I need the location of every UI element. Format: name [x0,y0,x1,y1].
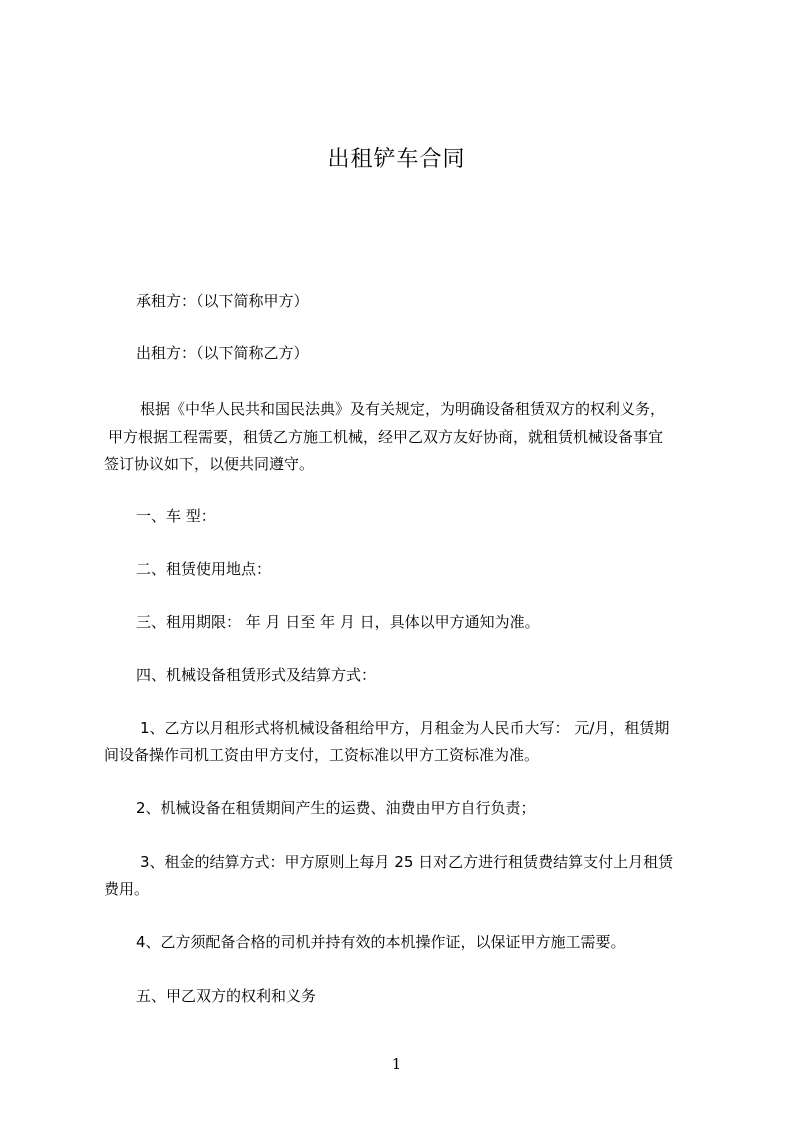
page-number: 1 [391,1055,402,1073]
section-4-heading: 四、机械设备租赁形式及结算方式： [136,666,377,684]
lessee-line: 承租方：（以下简称甲方） [136,292,309,310]
clause-4-2: 2、机械设备在租赁期间产生的运费、油费由甲方自行负责； [136,799,536,817]
section-5-heading: 五、甲乙双方的权利和义务 [136,987,317,1005]
preamble-line-1: 根据《中华人民共和国民法典》及有关规定，为明确设备租赁双方的权利义务， [140,400,666,418]
clause-4-1-line-2: 间设备操作司机工资由甲方支付，工资标准以甲方工资标准为准。 [104,746,540,764]
section-1-vehicle-type: 一、车 型： [136,507,216,525]
clause-4-1-line-1: 1、乙方以月租形式将机械设备租给甲方，月租金为人民币大写： 元/月，租赁期 [140,719,670,737]
section-2-location: 二、租赁使用地点： [136,560,272,578]
document-title: 出租铲车合同 [327,147,466,172]
preamble-line-2: 甲方根据工程需要，租赁乙方施工机械，经甲乙双方友好协商，就租赁机械设备事宜 [108,428,664,446]
clause-4-3-line-1: 3、租金的结算方式：甲方原则上每月 25 日对乙方进行租赁费结算支付上月租赁 [140,853,674,871]
lessor-line: 出租方：（以下简称乙方） [136,344,309,362]
clause-4-3-line-2: 费用。 [104,880,150,898]
section-3-term: 三、租用期限： 年 月 日至 年 月 日，具体以甲方通知为准。 [136,613,540,631]
clause-4-4: 4、乙方须配备合格的司机并持有效的本机操作证，以保证甲方施工需要。 [136,933,626,951]
preamble-line-3: 签订协议如下，以便共同遵守。 [104,455,315,473]
